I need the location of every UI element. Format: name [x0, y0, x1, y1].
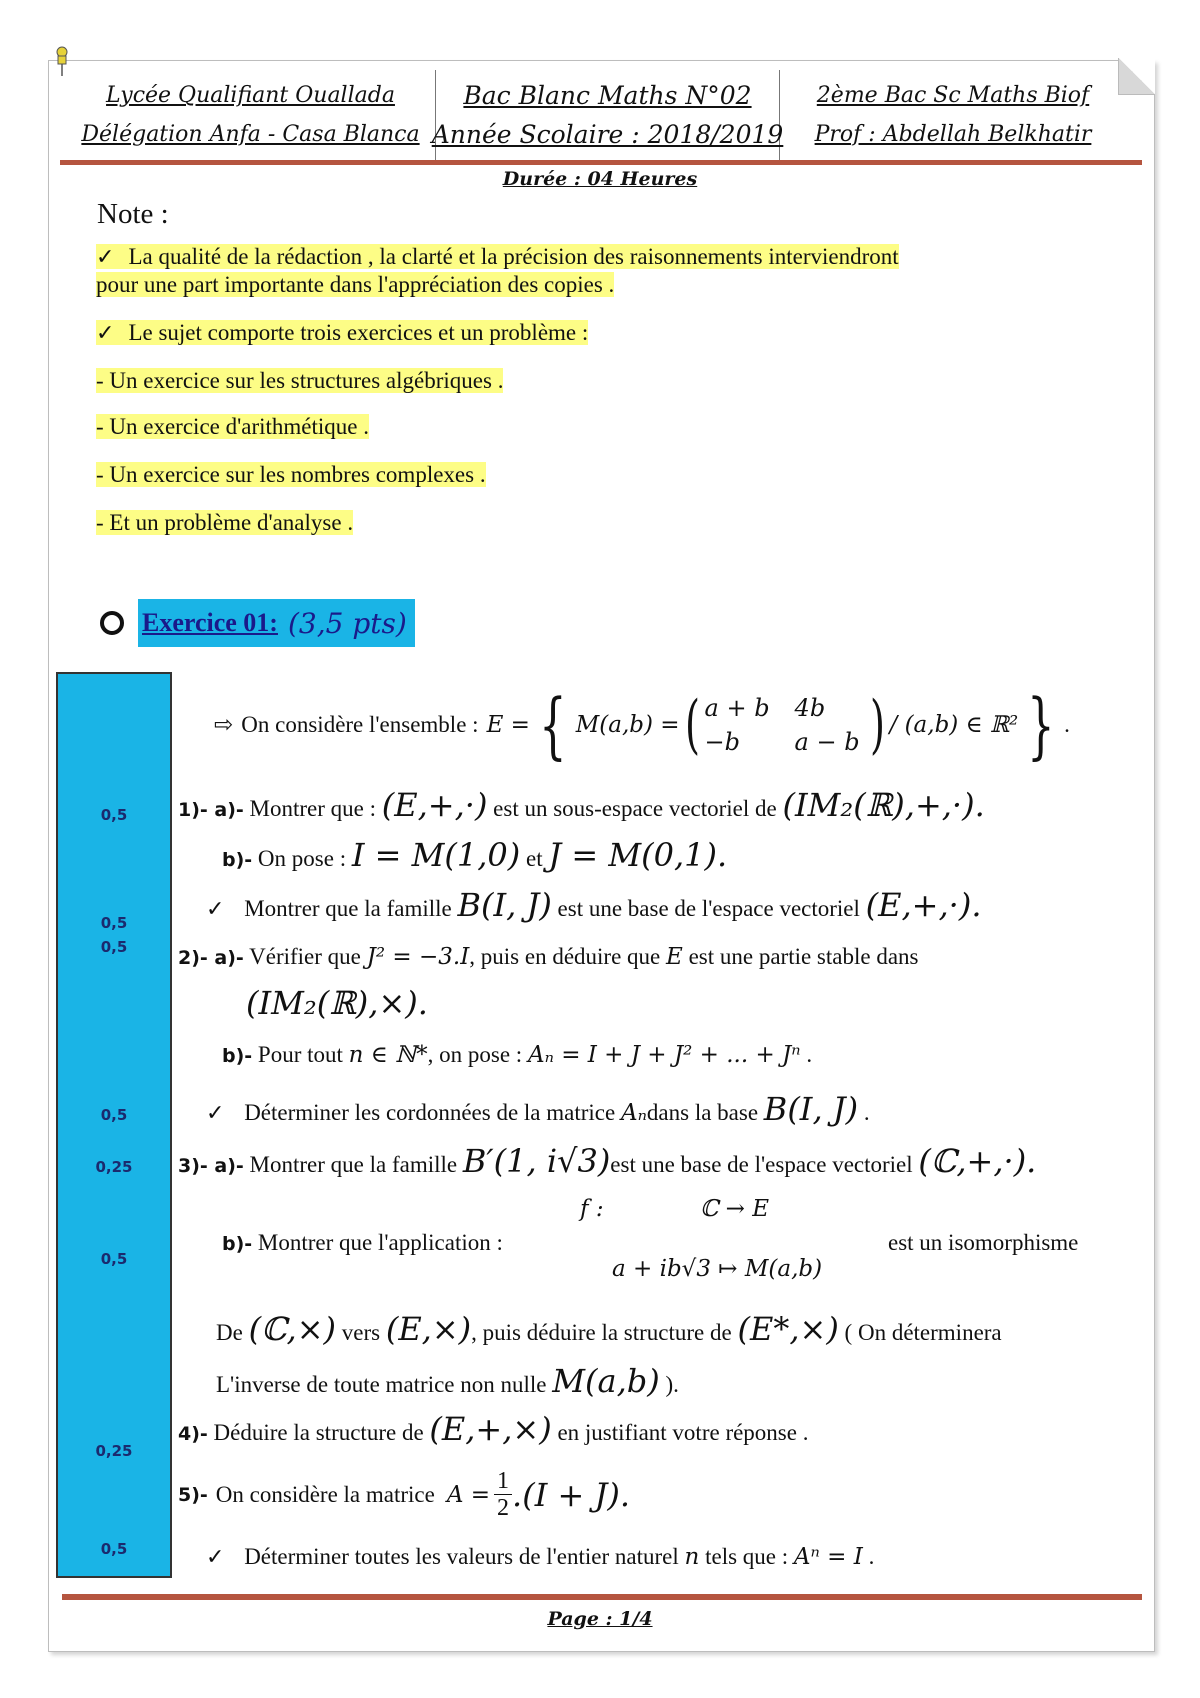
map-f-label: f :: [580, 1196, 604, 1222]
map-domain: ℂ → E: [700, 1196, 769, 1222]
point-value: 0,25: [95, 1158, 133, 1176]
point-value: 0,5: [100, 1106, 128, 1124]
note-item: - Un exercice sur les structures algébriques .: [96, 368, 504, 393]
question-1b: b)- On pose : I = M(1,0) et J = M(0,1).: [222, 836, 728, 874]
footer-divider: [62, 1594, 1142, 1600]
points-column: [56, 672, 172, 1578]
check-icon: ✓: [206, 1545, 225, 1570]
question-3b-cont2: L'inverse de toute matrice non nulle M(a,b) ).: [216, 1362, 679, 1400]
header-table: [66, 70, 1126, 160]
set-definition: ⇨ On considère l'ensemble : E = { M(a,b) = ( a + b 4b −b a − b ) / (a,b) ∈ ℝ² } .: [214, 683, 1070, 767]
point-value: 0,5: [100, 914, 128, 932]
point-value: 0,5: [100, 1540, 128, 1558]
circle-bullet-icon: [100, 611, 124, 635]
exam-title: Bac Blanc Maths N°02: [463, 80, 752, 110]
note-item: - Et un problème d'analyse .: [96, 510, 354, 535]
point-value: 0,25: [95, 1442, 133, 1460]
question-2a-cont: (IM₂(ℝ),×).: [246, 984, 428, 1022]
question-3a: 3)- a)- Montrer que la famille B′(1, i√3)est une base de l'espace vectoriel (ℂ,+,·).: [178, 1142, 1037, 1180]
point-value: 0,5: [100, 1250, 128, 1268]
exercise-title: Exercice 01:: [142, 608, 278, 637]
question-5: 5)- On considère la matrice A = $\frac{1}{2}$ .(I + J).: [178, 1468, 630, 1522]
header-divider: [60, 160, 1142, 165]
school-year: Année Scolaire : 2018/2019: [431, 120, 784, 150]
point-value: 0,5: [100, 806, 128, 824]
note-item: - Un exercice sur les nombres complexes .: [96, 462, 486, 487]
question-1a: 1)- a)- Montrer que : (E,+,·) est un sous-espace vectoriel de (IM₂(ℝ),+,·).: [178, 786, 985, 824]
check-icon: ✓: [96, 245, 115, 270]
header-school-cell: [66, 70, 436, 160]
note-line-1b: pour une part importante dans l'appréciation des copies .: [96, 272, 615, 297]
header-exam-cell: [431, 70, 784, 160]
exercise-heading: [100, 600, 415, 646]
question-2b-task: ✓ Déterminer les cordonnées de la matrice Aₙdans la base B(I, J) .: [206, 1090, 870, 1128]
question-2b: b)- Pour tout n ∈ ℕ*, on pose : Aₙ = I + J + J² + ... + Jⁿ .: [222, 1042, 813, 1068]
note-line-1: ✓ La qualité de la rédaction , la clarté et la précision des raisonnements interviendront: [96, 244, 899, 270]
note-item: - Un exercice d'arithmétique .: [96, 414, 369, 439]
point-value: 0,5: [100, 938, 128, 956]
question-5-task: ✓ Déterminer toutes les valeurs de l'entier naturel n tels que : Aⁿ = I .: [206, 1544, 875, 1570]
note-line-2: ✓ Le sujet comporte trois exercices et un problème :: [96, 320, 589, 346]
check-icon: ✓: [206, 897, 225, 922]
header-class-cell: [780, 70, 1126, 160]
arrow-icon: ⇨: [214, 712, 234, 738]
class-name: 2ème Bac Sc Maths Biof: [816, 83, 1090, 109]
check-icon: ✓: [96, 321, 115, 346]
question-2a: 2)- a)- Vérifier que J² = −3.I, puis en déduire que E est une partie stable dans: [178, 944, 919, 970]
fraction-one-half: $\frac{1}{2}$: [494, 1468, 512, 1522]
exercise-points: (3,5 pts): [287, 606, 407, 640]
question-4: 4)- Déduire la structure de (E,+,×) en justifiant votre réponse .: [178, 1410, 809, 1448]
page-number: Page : 1/4: [547, 1608, 653, 1630]
prof-name: Prof : Abdellah Belkhatir: [814, 121, 1092, 147]
note-title: Note :: [97, 198, 169, 230]
delegation-name: Délégation Anfa - Casa Blanca: [81, 121, 420, 147]
exam-duration: Durée : 04 Heures: [502, 168, 698, 190]
check-icon: ✓: [206, 1101, 225, 1126]
school-name: Lycée Qualifiant Ouallada: [106, 83, 395, 109]
question-3b-end: est un isomorphisme: [888, 1230, 1079, 1255]
map-rule: a + ib√3 ↦ M(a,b): [612, 1256, 823, 1282]
question-3b: b)- Montrer que l'application :: [222, 1230, 503, 1255]
matrix-m-ab: ( a + b 4b −b a − b ): [684, 688, 885, 762]
question-3b-cont: De (ℂ,×) vers (E,×), puis déduire la structure de (E*,×) ( On déterminera: [216, 1310, 1002, 1348]
question-1b-task: ✓ Montrer que la famille B(I, J) est une base de l'espace vectoriel (E,+,·).: [206, 886, 982, 924]
